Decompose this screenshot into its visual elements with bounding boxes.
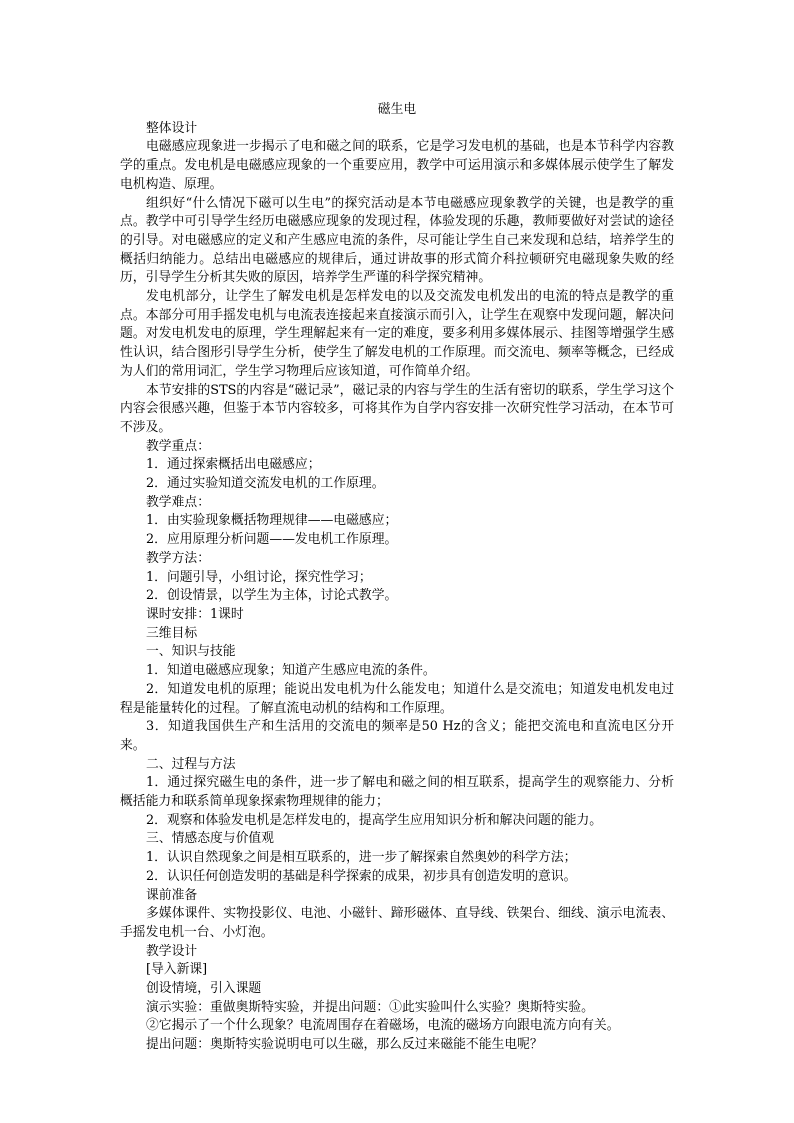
overall-design-paragraph-3: 发电机部分，让学生了解发电机是怎样发电的以及交流发电机发出的电流的特点是教学的重点。本部分可用手摇发电机与电流表连接起来直接演示而引入，让学生在观察中发现问题，解决问题。对发电机发电的原理，学生理解起来有一定的难度，要多利用多媒体展示、挂图等增强学生感性认识，结合图形引导学生分析，使学生了解发电机的工作原理。而交流电、频率等概念，已经成为人们的常用词汇，学生学习物理后应该知道，可作简单介绍。: [120, 289, 674, 379]
emotion-item: 2．认识任何创造发明的基础是科学探索的成果，初步具有创造发明的意识。: [146, 868, 577, 884]
process-item: 2．观察和体验发电机是怎样发电的，提高学生应用知识分析和解决问题的能力。: [146, 812, 603, 828]
preparation-heading: 课前准备: [146, 887, 198, 903]
key-point-item: 2．通过实验知道交流发电机的工作原理。: [146, 476, 385, 492]
knowledge-item: 3．知道我国供生产和生活用的交流电的频率是50 Hz的含义；能把交流电和直流电区分开来。: [120, 719, 674, 753]
document-page: [120, 101, 674, 1055]
objectives-heading: 三维目标: [146, 625, 198, 641]
overall-design-paragraph-2: 组织好“什么情况下磁可以生电”的探究活动是本节电磁感应现象教学的关键，也是教学的重点。教学中可引导学生经历电磁感应现象的发现过程，体验发现的乐趣，教师要做好对尝试的途径的引导。对电磁感应的定义和产生感应电流的条件，尽可能让学生自己来发现和总结，培养学生的概括归纳能力。总结出电磁感应的规律后，通过讲故事的形式简介科拉顿研究电磁现象失败的经历，引导学生分析其失败的原因，培养学生严谨的科学探究精神。: [120, 195, 674, 286]
knowledge-item: 1．知道电磁感应现象；知道产生感应电流的条件。: [146, 663, 436, 679]
demo-line-2: ②它揭示了一个什么现象？电流周围存在着磁场，电流的磁场方向跟电流方向有关。: [146, 1018, 620, 1034]
emotion-heading: 三、情感态度与价值观: [146, 831, 274, 847]
intro-heading: [导入新课]: [146, 962, 208, 978]
teaching-design-heading: 教学设计: [146, 943, 198, 959]
overall-design-heading: 整体设计: [146, 120, 198, 136]
overall-design-paragraph-4: 本节安排的STS的内容是“磁记录”，磁记录的内容与学生的生活有密切的联系，学生学习这个内容会很感兴趣，但鉴于本节内容较多，可将其作为自学内容安排一次研究性学习活动，在本节可不涉及。: [120, 382, 674, 435]
key-points-heading: 教学重点：: [146, 438, 210, 454]
difficulty-item: 1．由实验现象概括物理规律——电磁感应；: [146, 513, 398, 529]
schedule-line: 课时安排：1课时: [146, 606, 244, 622]
emotion-item: 1．认识自然现象之间是相互联系的，进一步了解探索自然奥妙的科学方法；: [146, 850, 577, 866]
question-line: 提出问题：奥斯特实验说明电可以生磁，那么反过来磁能不能生电呢？: [146, 1037, 543, 1053]
methods-heading: 教学方法：: [146, 550, 210, 566]
knowledge-item: 2．知道发电机的原理；能说出发电机为什么能发电；知道什么是交流电；知道发电机发电过程是能量转化的过程。了解直流电动机的结构和工作原理。: [120, 681, 674, 716]
method-item: 2．创设情景，以学生为主体，讨论式教学。: [146, 588, 398, 604]
difficulties-heading: 教学难点：: [146, 494, 210, 510]
key-point-item: 1．通过探索概括出电磁感应；: [146, 457, 321, 473]
preparation-text: 多媒体课件、实物投影仪、电池、小磁针、蹄形磁体、直导线、铁架台、细线、演示电流表、手摇发电机一台、小灯泡。: [120, 906, 674, 940]
document-title: 磁生电: [377, 102, 417, 117]
process-heading: 二、过程与方法: [146, 756, 236, 772]
method-item: 1．问题引导，小组讨论，探究性学习；: [146, 569, 372, 585]
situation-line: 创设情境，引入课题: [146, 981, 262, 997]
difficulty-item: 2．应用原理分析问题——发电机工作原理。: [146, 532, 398, 548]
process-item: 1．通过探究磁生电的条件，进一步了解电和磁之间的相互联系，提高学生的观察能力、分析概括能力和联系简单现象探索物理规律的能力；: [120, 775, 674, 810]
knowledge-heading: 一、知识与技能: [146, 644, 236, 660]
demo-line: 演示实验：重做奥斯特实验，并提出问题：①此实验叫什么实验？奥斯特实验。: [146, 999, 594, 1015]
overall-design-paragraph-1: 电磁感应现象进一步揭示了电和磁之间的联系，它是学习发电机的基础，也是本节科学内容教学的重点。发电机是电磁感应现象的一个重要应用，教学中可运用演示和多媒体展示使学生了解发电机构造、原理。: [120, 139, 674, 192]
